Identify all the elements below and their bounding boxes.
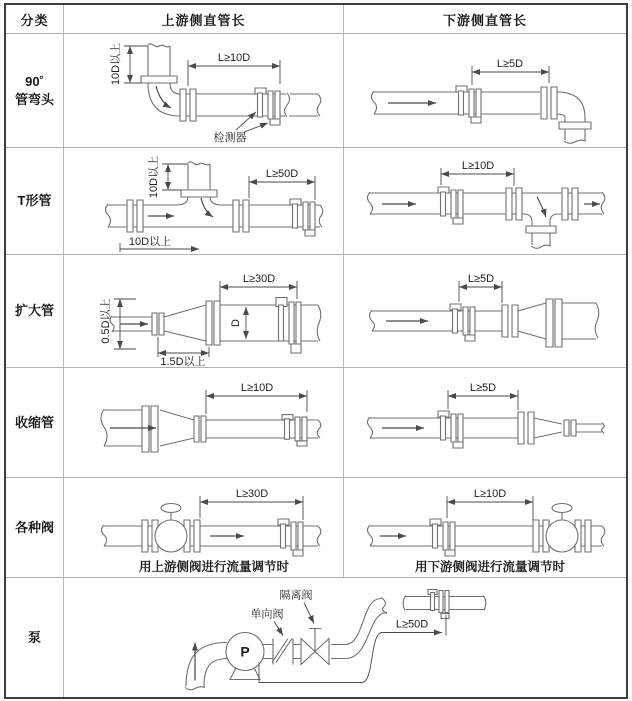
cell-reducer-upstream — [64, 368, 344, 478]
row-category-90-elbow — [6, 34, 64, 148]
elbow-collar-flange — [559, 122, 591, 129]
category-line-1: 90˚ — [25, 73, 44, 89]
length-dim-label: L≥10D — [217, 52, 251, 64]
flow-sensor — [255, 88, 280, 125]
cell-expander-downstream — [344, 255, 626, 368]
valve-symbol — [142, 504, 200, 553]
diagram-t-pipe-downstream — [344, 148, 626, 254]
isolation-valve-symbol — [301, 629, 329, 665]
flow-sensor — [290, 199, 315, 236]
flange-pair-small — [194, 416, 206, 442]
diagram-90-elbow-upstream — [64, 34, 343, 147]
bottom-dim-label: 10D以上 — [128, 236, 172, 248]
flow-sensor — [430, 519, 455, 556]
valve-symbol — [533, 504, 591, 553]
flange-pair-large — [546, 299, 562, 347]
flow-arrow — [156, 86, 171, 108]
flow-sensor — [438, 187, 463, 224]
vertical-dim-label: 0.5D以上 — [100, 298, 112, 344]
length-dim-label: L≥50D — [265, 168, 299, 180]
diagram-reducer-downstream — [344, 368, 626, 477]
category-line-2: 管弯头 — [14, 91, 54, 107]
diagram-reducer-upstream — [64, 368, 343, 477]
pipe-run-requirements-table — [4, 3, 628, 699]
cell-expander-upstream — [64, 255, 344, 368]
diagram-t-pipe-upstream — [64, 148, 343, 254]
header-upstream: 上游侧直管长 — [64, 5, 344, 34]
bottom-dim-label: 1.5D以上 — [160, 356, 206, 367]
row-category-pump: 泵 — [6, 578, 64, 697]
pipe-tee — [368, 192, 605, 248]
flow-sensor — [438, 411, 463, 448]
flange-pair-large — [206, 301, 220, 345]
length-dim-label: L≥10D — [461, 160, 495, 172]
caption: 用上游侧阀进行流量调节时 — [138, 560, 290, 574]
vertical-dim-label: 10D以上 — [110, 42, 122, 86]
flow-sensor — [428, 590, 449, 619]
diameter-dim-label: D — [230, 319, 242, 327]
row-category-reducer: 收缩管 — [6, 368, 64, 478]
cell-90-elbow-downstream — [344, 34, 626, 148]
check-valve-label: 单向阀 — [250, 608, 284, 621]
flow-arrow-branch — [537, 197, 546, 217]
length-dim-label: L≥10D — [473, 488, 507, 500]
cell-reducer-downstream — [344, 368, 626, 478]
diagram-expander-upstream — [64, 255, 343, 367]
isolation-valve-label: 隔离阀 — [279, 589, 313, 602]
cell-valves-downstream — [344, 478, 626, 578]
row-category-expander: 扩大管 — [6, 255, 64, 368]
flange-pair-large — [142, 406, 158, 452]
detector-label: 检测器 — [213, 132, 247, 144]
dimension-lines — [259, 603, 446, 683]
length-dim-label: L≥5D — [467, 273, 495, 285]
flow-sensor — [450, 304, 475, 341]
pump-letter: P — [240, 643, 250, 660]
flow-sensor — [282, 415, 307, 446]
tee-collar-flange — [526, 226, 556, 233]
vertical-dim-label: 10D以上 — [148, 155, 160, 199]
length-dim-label: L≥10D — [240, 382, 274, 394]
diagram-valves-upstream — [64, 478, 343, 577]
diagram-expander-downstream — [344, 255, 626, 367]
cell-t-pipe-downstream — [344, 148, 626, 255]
flange-pair — [541, 87, 557, 119]
cell-valves-upstream — [64, 478, 344, 578]
flange-pair — [502, 305, 518, 337]
flow-sensor — [278, 519, 303, 556]
length-dim-label: L≥30D — [235, 488, 269, 500]
flange-pair-small — [564, 420, 576, 436]
elbow-collar-flange — [141, 76, 177, 83]
diagram-90-elbow-downstream — [344, 34, 626, 147]
cell-t-pipe-upstream — [64, 148, 344, 255]
diagram-pump — [64, 578, 626, 697]
flow-sensor — [276, 298, 301, 354]
header-downstream: 下游侧直管长 — [344, 5, 626, 34]
flow-sensor — [456, 86, 481, 123]
row-category-valves: 各种阀 — [6, 478, 64, 578]
caption: 用下游侧阀进行流量调节时 — [414, 560, 566, 574]
row-category-t-pipe: T形管 — [6, 148, 64, 255]
flange-pair-small — [152, 313, 164, 335]
header-category: 分类 — [6, 5, 64, 34]
length-dim-label: L≥5D — [496, 58, 524, 70]
cell-90-elbow-upstream — [64, 34, 344, 148]
length-dim-label: L≥5D — [469, 382, 497, 394]
length-dim-label: L≥50D — [395, 618, 429, 631]
diagram-valves-downstream — [344, 478, 626, 577]
length-dim-label: L≥30D — [242, 273, 276, 285]
tee-collar-flange — [181, 190, 217, 197]
flange-pair — [518, 412, 534, 444]
cell-pump — [64, 578, 626, 697]
